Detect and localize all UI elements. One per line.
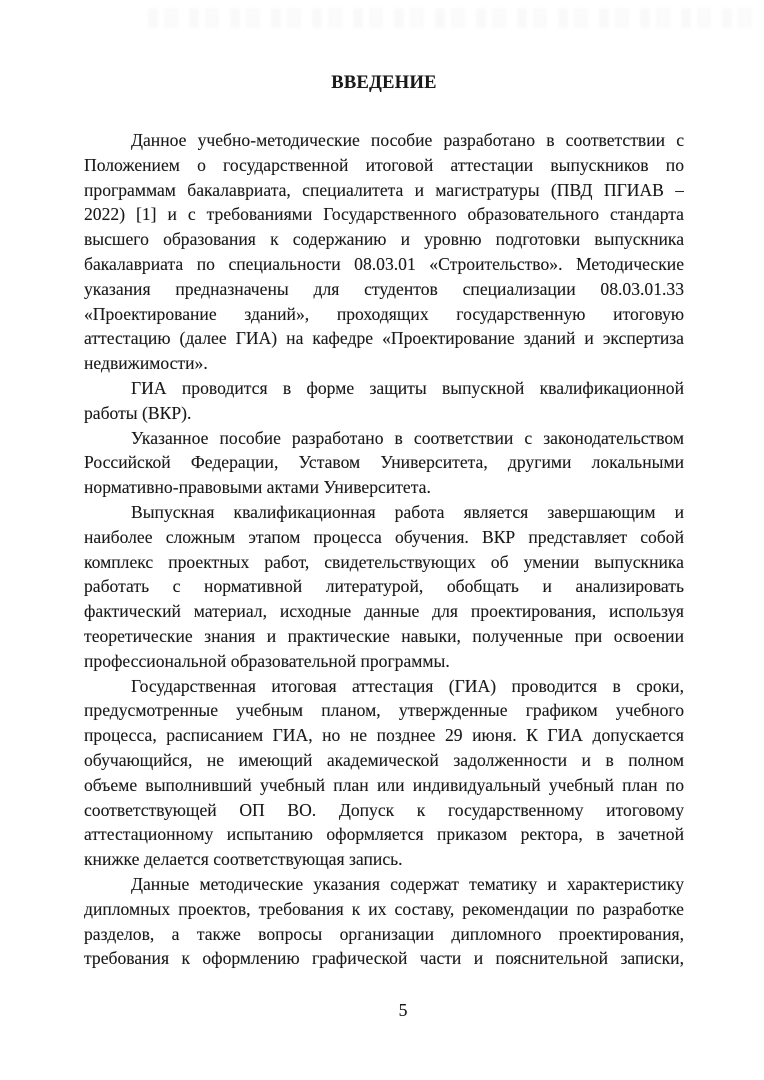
page-number: 5 — [398, 1000, 408, 1020]
text-line: объеме выполнивший учебный план или индивидуальный учебный план по — [84, 774, 684, 795]
text-line: программам бакалавриата, специалитета и магистратуры (ПВД ПГИАВ – — [84, 179, 684, 200]
text-line: высшего образования к содержанию и уровню подготовки выпускника — [84, 229, 684, 250]
text-line: обучающийся, не имеющий академической задолженности и в полном — [84, 749, 684, 770]
page-content — [84, 71, 684, 971]
text-line: разделов, а также вопросы организации дипломного проектирования, — [84, 923, 684, 944]
body-text — [84, 128, 684, 971]
text-line: Положением о государственной итоговой аттестации выпускников по — [84, 154, 684, 175]
text-line: Данные методические указания содержат тематику и характеристику — [131, 873, 684, 894]
text-line: комплекс проектных работ, свидетельствующих об умении выпускника — [84, 551, 684, 572]
paragraph — [84, 872, 684, 971]
text-line: фактический материал, исходные данные для проектирования, используя — [84, 601, 684, 622]
paragraph — [84, 128, 684, 376]
text-line: нормативно-правовыми актами Университета. — [84, 477, 431, 498]
text-line: работать с нормативной литературой, обобщать и анализировать — [84, 576, 684, 597]
text-line: 2022) [1] и с требованиями Государственного образовательного стандарта — [84, 204, 684, 225]
text-line: наиболее сложным этапом процесса обучения. ВКР представляет собой — [84, 526, 684, 547]
text-line: бакалавриата по специальности 08.03.01 «Строительство». Методические — [84, 253, 684, 274]
text-line: требования к оформлению графической части и пояснительной записки, — [84, 948, 684, 969]
text-line: ГИА проводится в форме защиты выпускной квалификационной — [131, 377, 684, 398]
paragraph — [84, 674, 684, 872]
paragraph — [84, 500, 684, 674]
text-line: Российской Федерации, Уставом Университета, другими локальными — [84, 452, 684, 473]
scan-artifact — [148, 8, 760, 28]
text-line: аттестацию (далее ГИА) на кафедре «Проектирование зданий и экспертиза — [84, 328, 684, 349]
text-line: аттестационному испытанию оформляется приказом ректора, в зачетной — [84, 824, 684, 845]
text-line: книжке делается соответствующая запись. — [84, 849, 403, 870]
text-line: работы (ВКР). — [84, 402, 192, 423]
text-line: процесса, расписанием ГИА, но не позднее 29 июня. К ГИА допускается — [84, 725, 684, 746]
text-line: указания предназначены для студентов специализации 08.03.01.33 — [84, 278, 684, 299]
text-line: предусмотренные учебным планом, утвержденные графиком учебного — [84, 700, 684, 721]
paragraph — [84, 426, 684, 500]
text-line: дипломных проектов, требования к их составу, рекомендации по разработке — [84, 898, 684, 919]
paragraph — [84, 376, 684, 426]
text-line: Данное учебно-методические пособие разработано в соответствии с — [131, 130, 684, 150]
text-line: соответствующей ОП ВО. Допуск к государственному итоговому — [84, 799, 684, 820]
text-line: теоретические знания и практические навыки, полученные при освоении — [84, 625, 684, 646]
text-line: Выпускная квалификационная работа является завершающим и — [131, 501, 684, 522]
text-line: профессиональной образовательной программы. — [84, 650, 450, 671]
text-line: Государственная итоговая аттестация (ГИА) проводится в сроки, — [131, 675, 684, 696]
text-line: недвижимости». — [84, 353, 208, 374]
page-title: ВВЕДЕНИЕ — [331, 73, 437, 93]
text-line: «Проектирование зданий», проходящих государственную итоговую — [84, 303, 684, 324]
text-line: Указанное пособие разработано в соответствии с законодательством — [131, 427, 684, 448]
